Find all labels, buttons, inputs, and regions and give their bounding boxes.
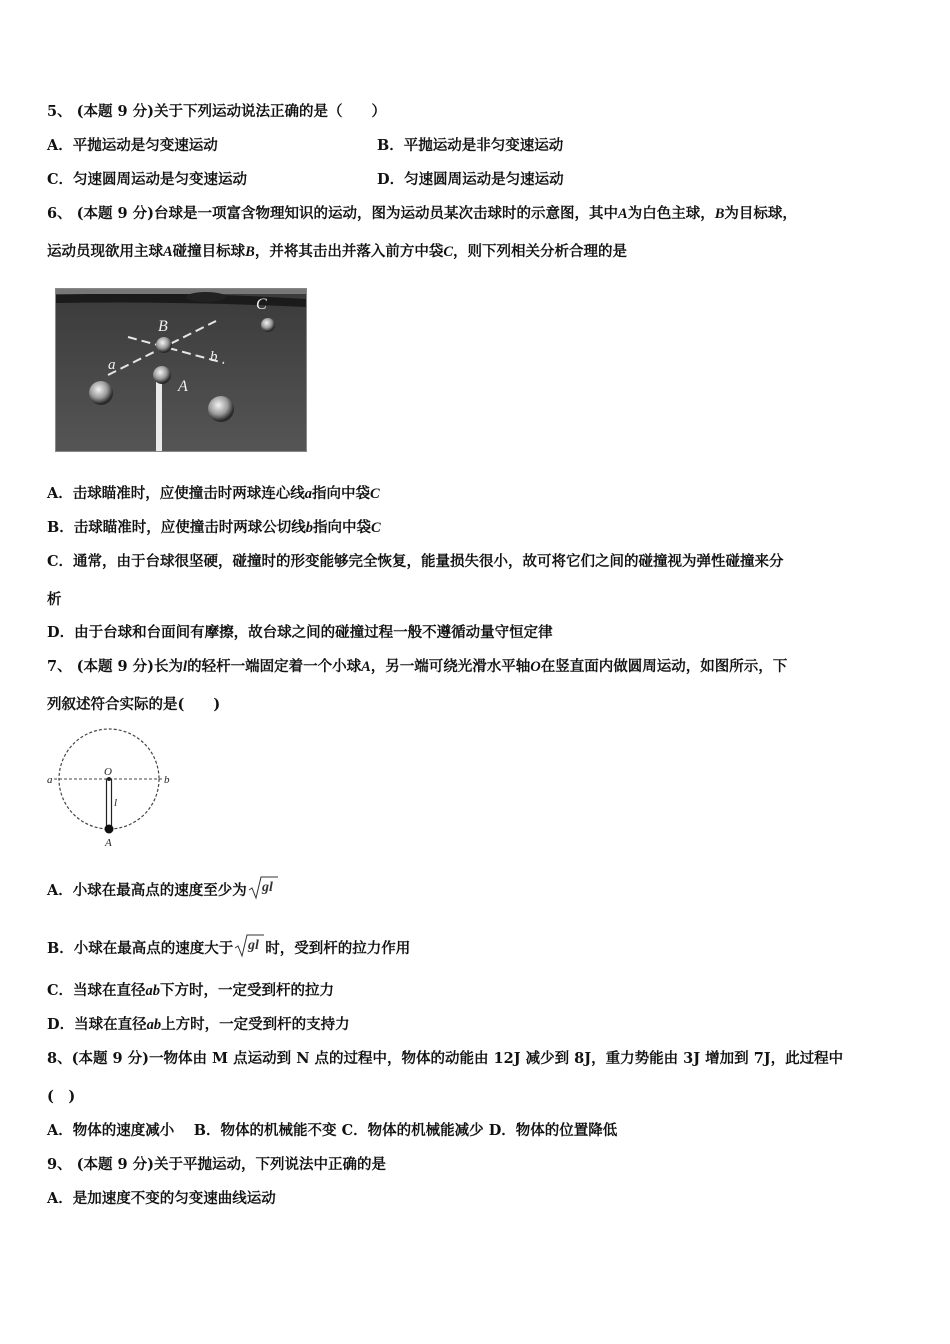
label-c: C — [256, 296, 267, 313]
q6-stem-line2: 运动员现欲用主球A碰撞目标球B，并将其击出并落入前方中袋C，则下列相关分析合理的是 — [47, 243, 628, 260]
q7-option-a: A．小球在最高点的速度至少为 gl — [47, 874, 279, 908]
ball-b — [156, 337, 172, 353]
q5-option-a: A．平抛运动是匀变速运动 — [47, 137, 218, 154]
label-o: O — [104, 766, 112, 778]
q9-stem: 9、 (本题 9 分)关于平抛运动，下列说法中正确的是 — [47, 1156, 387, 1173]
q8-stem-line1: 8、(本题 9 分)一物体由 M 点运动到 N 点的过程中，物体的动能由 12J 减少到 8J，重力势能由 3J 增加到 7J，此过程中 — [47, 1050, 844, 1067]
q6-stem-line1: 6、 (本题 9 分)台球是一项富含物理知识的运动，图为运动员某次击球时的示意图，其中A为白色主球，B为目标球， — [47, 205, 797, 222]
svg-text:gl: gl — [261, 880, 273, 895]
label-a-ball: A — [178, 378, 188, 395]
q6-option-c-line2: 析 — [47, 591, 62, 608]
q7-option-c: C．当球在直径ab下方时，一定受到杆的拉力 — [47, 982, 335, 999]
q8-stem-line2: ( ) — [47, 1088, 76, 1105]
q7-option-d: D．当球在直径ab上方时，一定受到杆的支持力 — [47, 1016, 350, 1033]
circle-rod-figure — [44, 728, 174, 850]
q6-option-d: D．由于台球和台面间有摩擦，故台球之间的碰撞过程一般不遵循动量守恒定律 — [47, 624, 553, 641]
ball-a — [153, 366, 171, 384]
label-a-ball: A — [105, 837, 112, 849]
q5-stem: 5、 (本题 9 分)关于下列运动说法正确的是（ ） — [47, 103, 387, 120]
q5-option-d: D．匀速圆周运动是匀速运动 — [377, 171, 564, 188]
ball-a — [105, 825, 114, 834]
label-b-line: b — [210, 349, 218, 365]
q5-option-b: B．平抛运动是非匀变速运动 — [377, 137, 564, 154]
q6-option-b: B．击球瞄准时，应使撞击时两球公切线b指向中袋C — [47, 519, 381, 536]
q7-option-b: B．小球在最高点的速度大于 gl 时，受到杆的拉力作用 — [47, 932, 410, 966]
ball-right — [208, 396, 234, 422]
billiards-figure — [55, 288, 307, 452]
sqrt-gl — [247, 874, 279, 908]
q8-options: A．物体的速度减小 B．物体的机械能不变 C．物体的机械能减少 D．物体的位置降低 — [47, 1122, 618, 1139]
ball-left — [89, 381, 113, 405]
sqrt-gl — [233, 932, 265, 966]
svg-text:gl: gl — [248, 938, 260, 953]
q7-stem-line1: 7、 (本题 9 分)长为l的轻杆一端固定着一个小球A，另一端可绕光滑水平轴O在竖直面内做圆周运动，如图所示，下 — [47, 658, 788, 675]
label-l: l — [114, 797, 118, 809]
label-a-point: a — [47, 774, 53, 786]
label-a-line: a — [108, 357, 116, 373]
q5-option-c: C．匀速圆周运动是匀变速运动 — [47, 171, 248, 188]
q6-option-a: A．击球瞄准时，应使撞击时两球连心线a指向中袋C — [47, 485, 380, 502]
q7-stem-line2: 列叙述符合实际的是( ) — [47, 696, 221, 713]
label-b-point: b — [164, 774, 170, 786]
q6-option-c-line1: C．通常，由于台球很坚硬，碰撞时的形变能够完全恢复，能量损失很小，故可将它们之间的碰撞视为弹性碰撞来分 — [47, 553, 784, 570]
q9-option-a: A．是加速度不变的匀变速曲线运动 — [47, 1190, 276, 1207]
label-b: B — [158, 318, 168, 335]
ball-c — [261, 318, 275, 332]
